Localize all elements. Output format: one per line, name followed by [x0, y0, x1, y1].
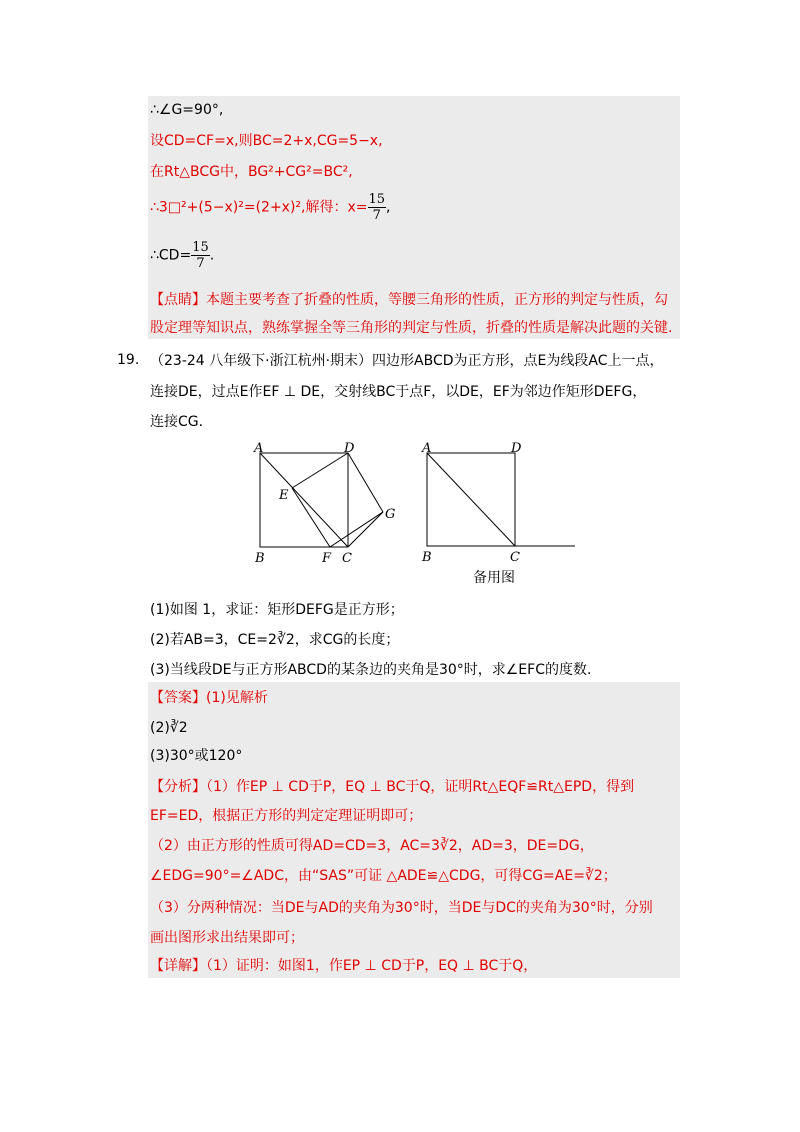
problem-text-2: 连接DE，过点E作EF ⊥ DE，交射线BC于点F，以DE，EF为邻边作矩形DEFG，	[150, 384, 647, 400]
solution-line-4: ∴3□²+(5−x)²=(2+x)²,解得：x= $\frac{15}{7}$ ,	[150, 192, 391, 223]
detail-line-1: 【详解】（1）证明：如图1，作EP ⊥ CD于P，EQ ⊥ BC于Q，	[150, 958, 538, 974]
fraction: $\frac{15}{7}$	[368, 192, 386, 223]
segment-fg	[330, 512, 383, 547]
figure-1	[245, 436, 415, 566]
diagonal-ac	[260, 453, 348, 547]
question-2: (2)若AB=3，CE=2∛2，求CG的长度；	[150, 632, 400, 648]
equation-text: ∴3□²+(5−x)²=(2+x)²,解得：x=	[150, 199, 368, 216]
segment-dg	[348, 453, 383, 512]
problem-number: 19.	[117, 352, 140, 368]
label-d: D	[344, 441, 355, 456]
label-b: B	[255, 551, 265, 566]
label-a: A	[254, 441, 264, 456]
answer-3: (3)30°或120°	[150, 748, 243, 764]
question-3: (3)当线段DE与正方形ABCD的某条边的夹角是30°时，求∠EFC的度数.	[150, 662, 592, 678]
label-e: E	[279, 488, 289, 503]
problem-text-1: （23-24 八年级下·浙江杭州·期末）四边形ABCD为正方形，点E为线段AC上一点，	[150, 353, 664, 369]
analysis-line-3: （2）由正方形的性质可得AD=CD=3，AC=3∛2，AD=3，DE=DG，	[150, 838, 594, 854]
comment-line-1: 【点睛】本题主要考查了折叠的性质，等腰三角形的性质，正方形的判定与性质，勾	[150, 292, 668, 308]
label-c: C	[342, 551, 352, 566]
segment-cg	[348, 512, 383, 547]
figure-2	[415, 436, 585, 590]
answer-2: (2)∛2	[150, 720, 188, 736]
problem-text-3: 连接CG.	[150, 414, 204, 430]
fraction: $\frac{15}{7}$	[192, 240, 209, 271]
answer-1: 【答案】(1)见解析	[150, 690, 268, 706]
label-b: B	[422, 550, 432, 565]
figure-caption: 备用图	[473, 570, 515, 586]
label-f: F	[322, 551, 332, 566]
analysis-line-2: EF=ED，根据正方形的判定定理证明即可；	[150, 808, 423, 824]
analysis-line-5: （3）分两种情况：当DE与AD的夹角为30°时，当DE与DC的夹角为30°时，分别	[150, 900, 653, 916]
label-c: C	[510, 550, 520, 565]
analysis-line-4: ∠EDG=90°=∠ADC，由“SAS”可证 △ADE≌△CDG，可得CG=AE=∛2；	[150, 868, 617, 884]
label-g: G	[385, 507, 396, 522]
solution-line-3: 在Rt△BCG中，BG²+CG²=BC²,	[150, 164, 353, 180]
diagonal-ac	[427, 453, 515, 546]
analysis-line-6: 画出图形求出结果即可；	[150, 930, 304, 946]
label-d: D	[511, 441, 522, 456]
label-a: A	[422, 441, 432, 456]
comment-line-2: 股定理等知识点，熟练掌握全等三角形的判定与性质，折叠的性质是解决此题的关键.	[150, 320, 673, 336]
solution-line-5: ∴CD= $\frac{15}{7}$ .	[150, 240, 215, 271]
segment-de	[292, 453, 348, 488]
question-1: (1)如图 1，求证：矩形DEFG是正方形；	[150, 602, 404, 618]
solution-line-1: ∴∠G=90°,	[150, 102, 224, 118]
solution-line-2: 设CD=CF=x,则BC=2+x,CG=5−x,	[150, 133, 383, 149]
analysis-line-1: 【分析】（1）作EP ⊥ CD于P，EQ ⊥ BC于Q，证明Rt△EQF≌Rt△EPD，得到	[150, 779, 635, 795]
segment-ef	[292, 488, 330, 547]
